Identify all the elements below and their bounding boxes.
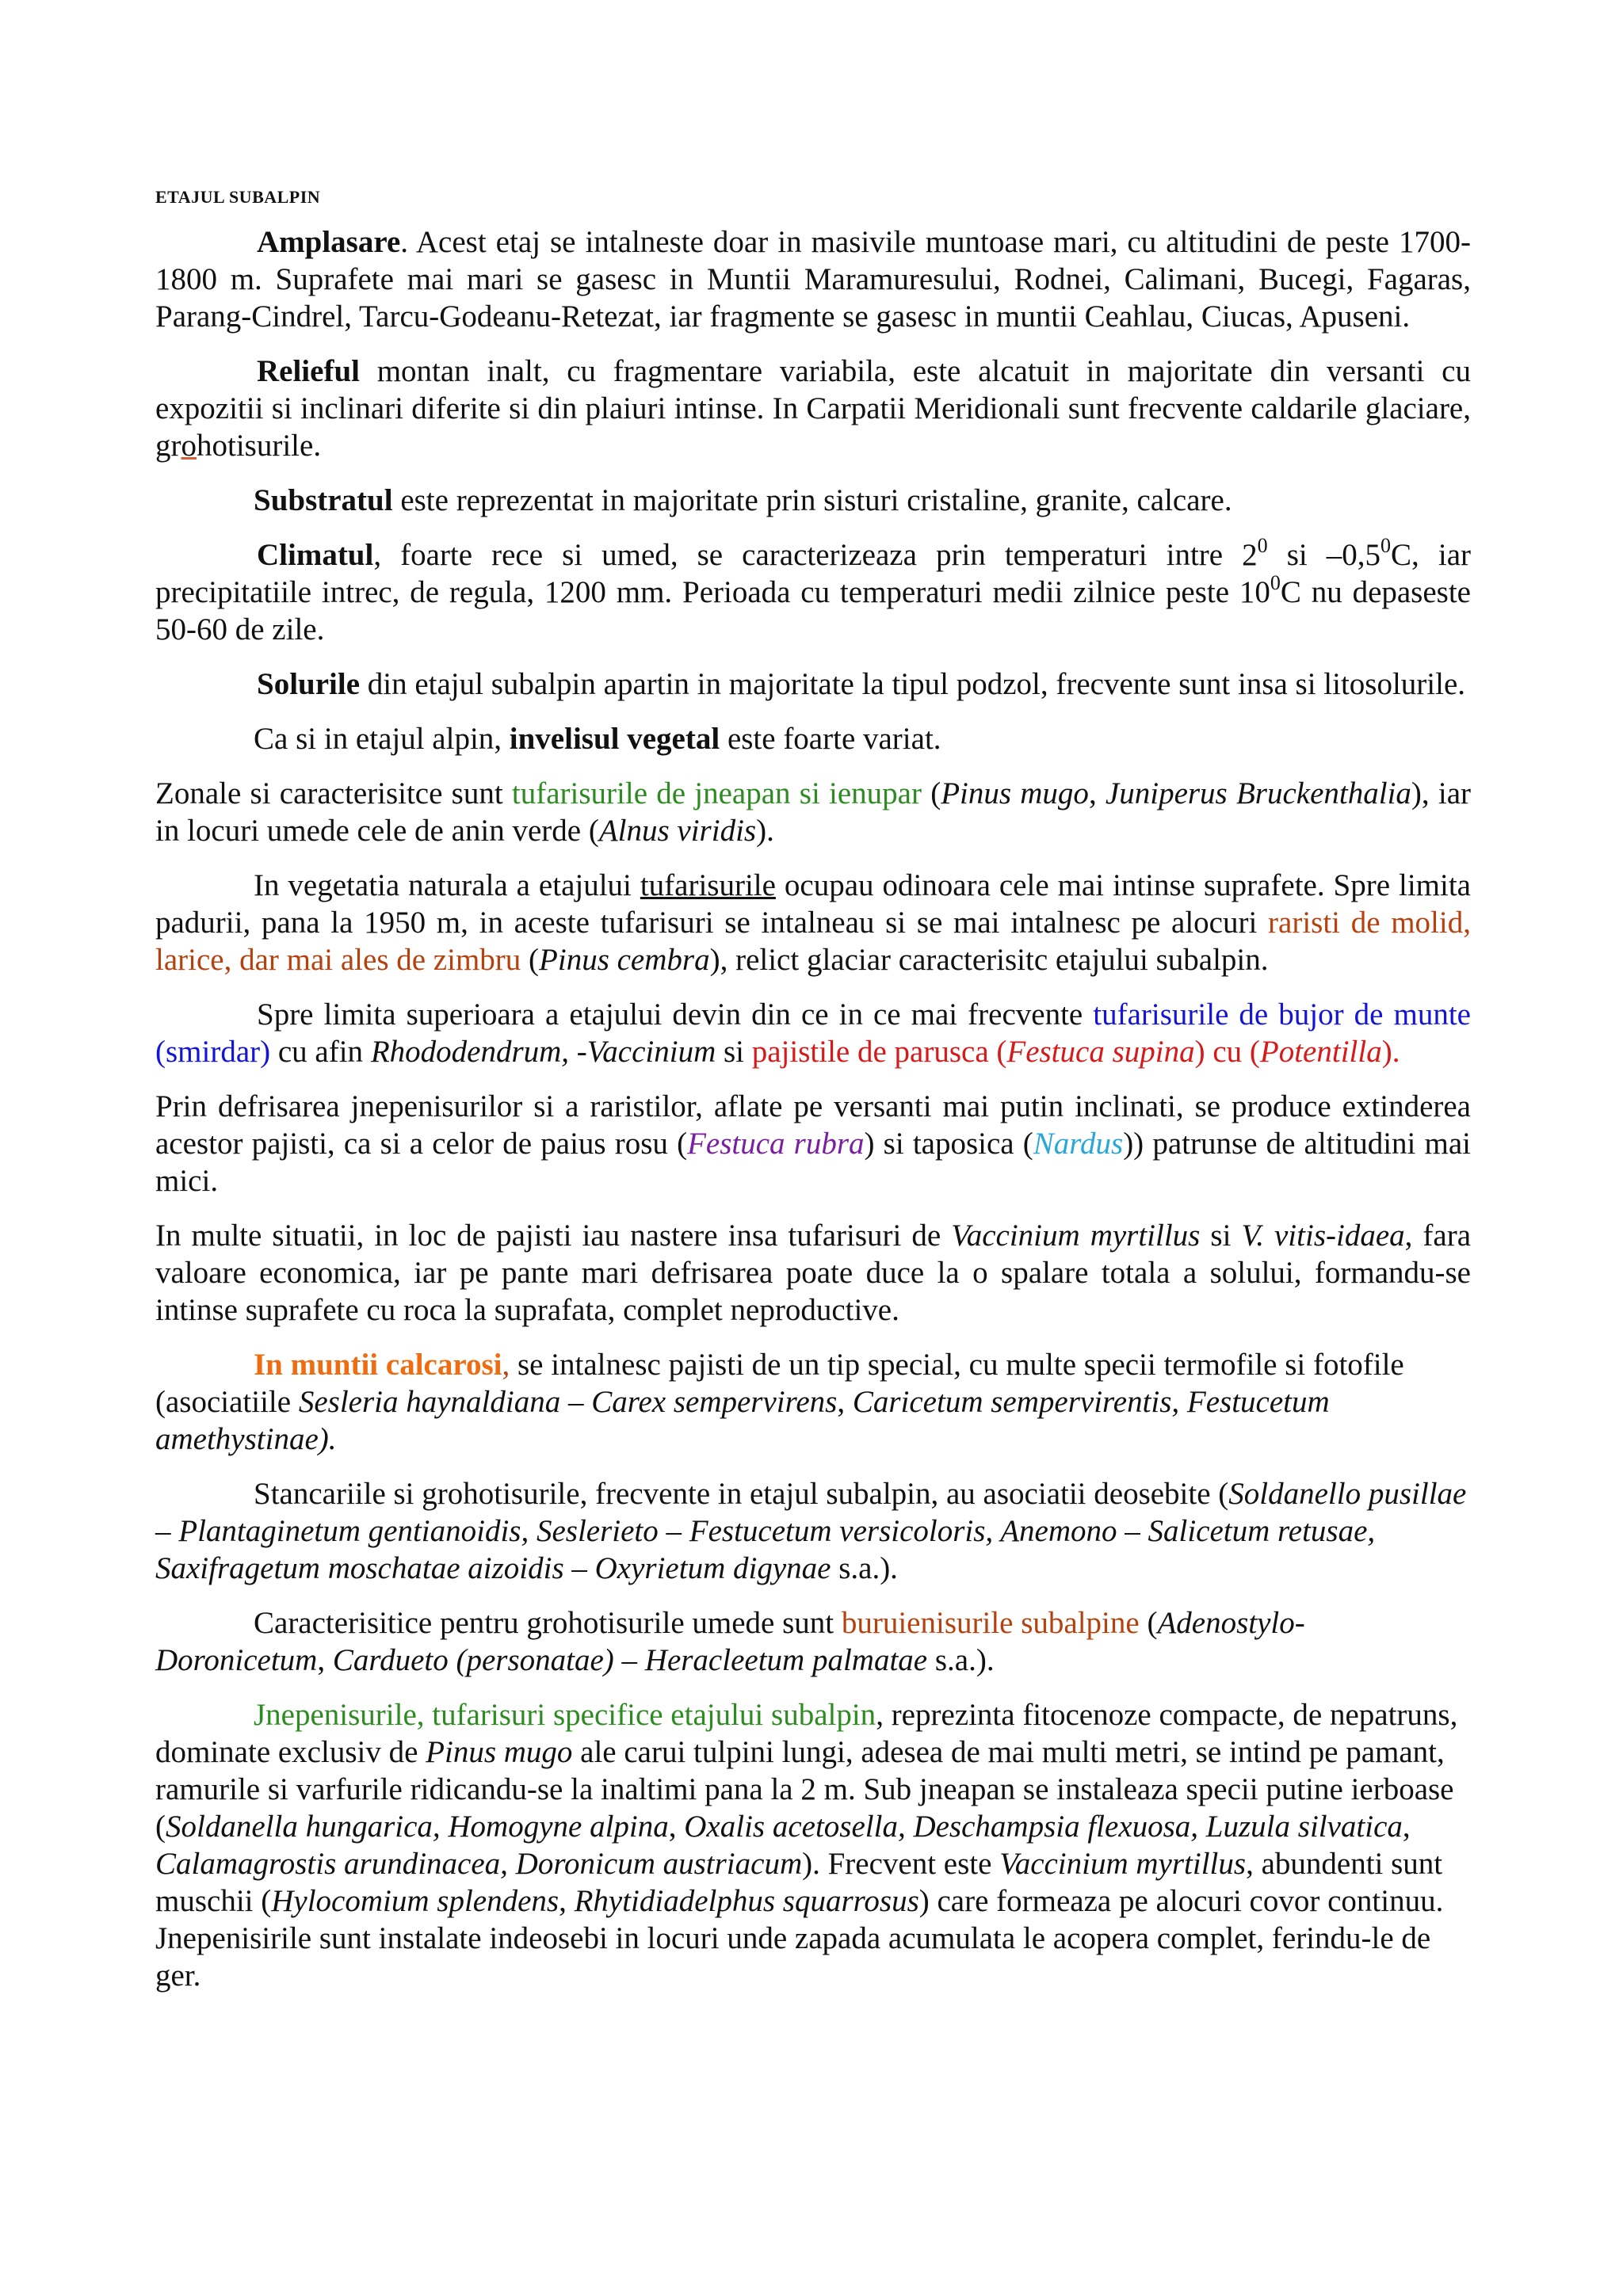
paragraph-climatul: Climatul, foarte rece si umed, se caracterizeaza prin temperaturi intre $2^0$ si $-0,5^0C$, iar precipitatiile intrec, de regula, 1200 mm. Perioada cu temperaturi medii zilnice peste $10^0C$ nu depaseste 50-60 de zile. (155, 534, 1471, 646)
paragraph-defrisare: Prin defrisarea jnepenisurilor si a raristilor, aflate pe versanti mai putin inclinati, se produce extinderea acestor pajisti, ca si a celor de paius rosu (Festuca rubra) si taposica (Nardus)) patrunse de altitudini mai mici. (155, 1089, 1472, 1198)
paragraph-amplasare: Amplasare. Acest etaj se intalneste doar in masivile muntoase mari, cu altitudini de peste 1700-1800 m. Suprafete mai mari se gasesc in Muntii Maramuresului, Rodnei, Calimani, Bucegi, Fagaras, Parang-Cindrel, Tarcu-Godeanu-Retezat, iar fragmente se gasesc in muntii Ceahlau, Ciucas, Apuseni. (155, 225, 1471, 334)
term-climatul: Climatul (257, 538, 374, 572)
term-amplasare: Amplasare (257, 225, 401, 259)
paragraph-buruienisuri: Caracterisitice pentru grohotisurile umede sunt buruienisurile subalpine (Adenostylo-Doronicetum, Cardueto (personatae) – Heracleetum palmatae s.a.). (155, 1606, 1305, 1677)
paragraph-limita: Spre limita superioara a etajului devin din ce in ce mai frecvente tufarisurile de bujor de munte (smirdar) cu afin Rhododendrum, -Vaccinium si pajistile de parusca (Festuca supina) cu (Potentilla). (155, 997, 1471, 1069)
paragraph-zonale: Zonale si caracterisitce sunt tufarisurile de jneapan si ienupar (Pinus mugo, Juniperus Bruckenthalia), iar in locuri umede cele de anin verde (Alnus viridis). (155, 776, 1472, 848)
document-body (155, 187, 1471, 2012)
paragraph-solurile: Solurile din etajul subalpin apartin in majoritate la tipul podzol, frecvente sunt insa si litosolurile. (257, 667, 1466, 701)
paragraph-vegetatie: In vegetatia naturala a etajului tufarisurile ocupau odinoara cele mai intinse suprafete. Spre limita padurii, pana la 1950 m, in aceste tufarisuri se intalneau si se mai intalnesc pe alocuri raristi de molid, larice, dar mai ales de zimbru (Pinus cembra), relict glaciar caracterisitc etajului subalpin. (155, 868, 1471, 977)
paragraph-situatii: In multe situatii, in loc de pajisti iau nastere insa tufarisuri de Vaccinium myrtillus si V. vitis-idaea, fara valoare economica, iar pe pante mari defrisarea poate duce la o spalare totala a solului, formandu-se intinse suprafete cu roca la suprafata, complet neproductive. (155, 1219, 1472, 1327)
term-invelis-vegetal: invelisul vegetal (509, 722, 720, 756)
spellcheck-mark: o (181, 429, 197, 463)
term-solurile: Solurile (257, 667, 361, 701)
term-substratul: Substratul (254, 483, 393, 517)
paragraph-invelis: Ca si in etajul alpin, invelisul vegetal este foarte variat. (254, 722, 941, 756)
paragraph-relieful: Relieful montan inalt, cu fragmentare variabila, este alcatuit in majoritate din versanti cu expozitii si inclinari diferite si din plaiuri intinse. In Carpatii Meridionali sunt frecvente caldarile glaciare, grohotisurile. (155, 354, 1471, 463)
paragraph-stancarii: Stancariile si grohotisurile, frecvente in etajul subalpin, au asociatii deosebite (Soldanello pusillae – Plantaginetum gentianoidis, Seslerieto – Festucetum versicoloris, Anemono – Salicetum retusae, Saxifragetum moschatae aizoidis – Oxyrietum digynae s.a.). (155, 1477, 1467, 1585)
section-heading: ETAJUL SUBALPIN (155, 187, 321, 207)
paragraph-jnepenisuri: Jnepenisurile, tufarisuri specifice etajului subalpin, reprezinta fitocenoze compacte, de nepatruns, dominate exclusiv de Pinus mugo ale carui tulpini lungi, adesea de mai multi metri, se intind pe pamant, ramurile si varfurile ridicandu-se la inaltimi pana la 2 m. Sub jneapan se instaleaza specii putine ierboase (Soldanella hungarica, Homogyne alpina, Oxalis acetosella, Deschampsia flexuosa, Luzula silvatica, Calamagrostis arundinacea, Doronicum austriacum). Frecvent este Vaccinium myrtillus, abundenti sunt muschii (Hylocomium splendens, Rhytidiadelphus squarrosus) care formeaza pe alocuri covor continuu. Jnepenisirile sunt instalate indeosebi in locuri unde zapada acumulata le acopera complet, ferindu-le de ger. (155, 1698, 1458, 1993)
paragraph-substratul: Substratul este reprezentat in majoritate prin sisturi cristaline, granite, calcare. (254, 483, 1232, 517)
term-relieful: Relieful (257, 354, 360, 388)
paragraph-calcarosi: In muntii calcarosi, se intalnesc pajisti de un tip special, cu multe specii termofile si fotofile (asociatiile Sesleria haynaldiana – Carex sempervirens, Caricetum sempervirentis, Festucetum amethystinae). (155, 1348, 1404, 1456)
